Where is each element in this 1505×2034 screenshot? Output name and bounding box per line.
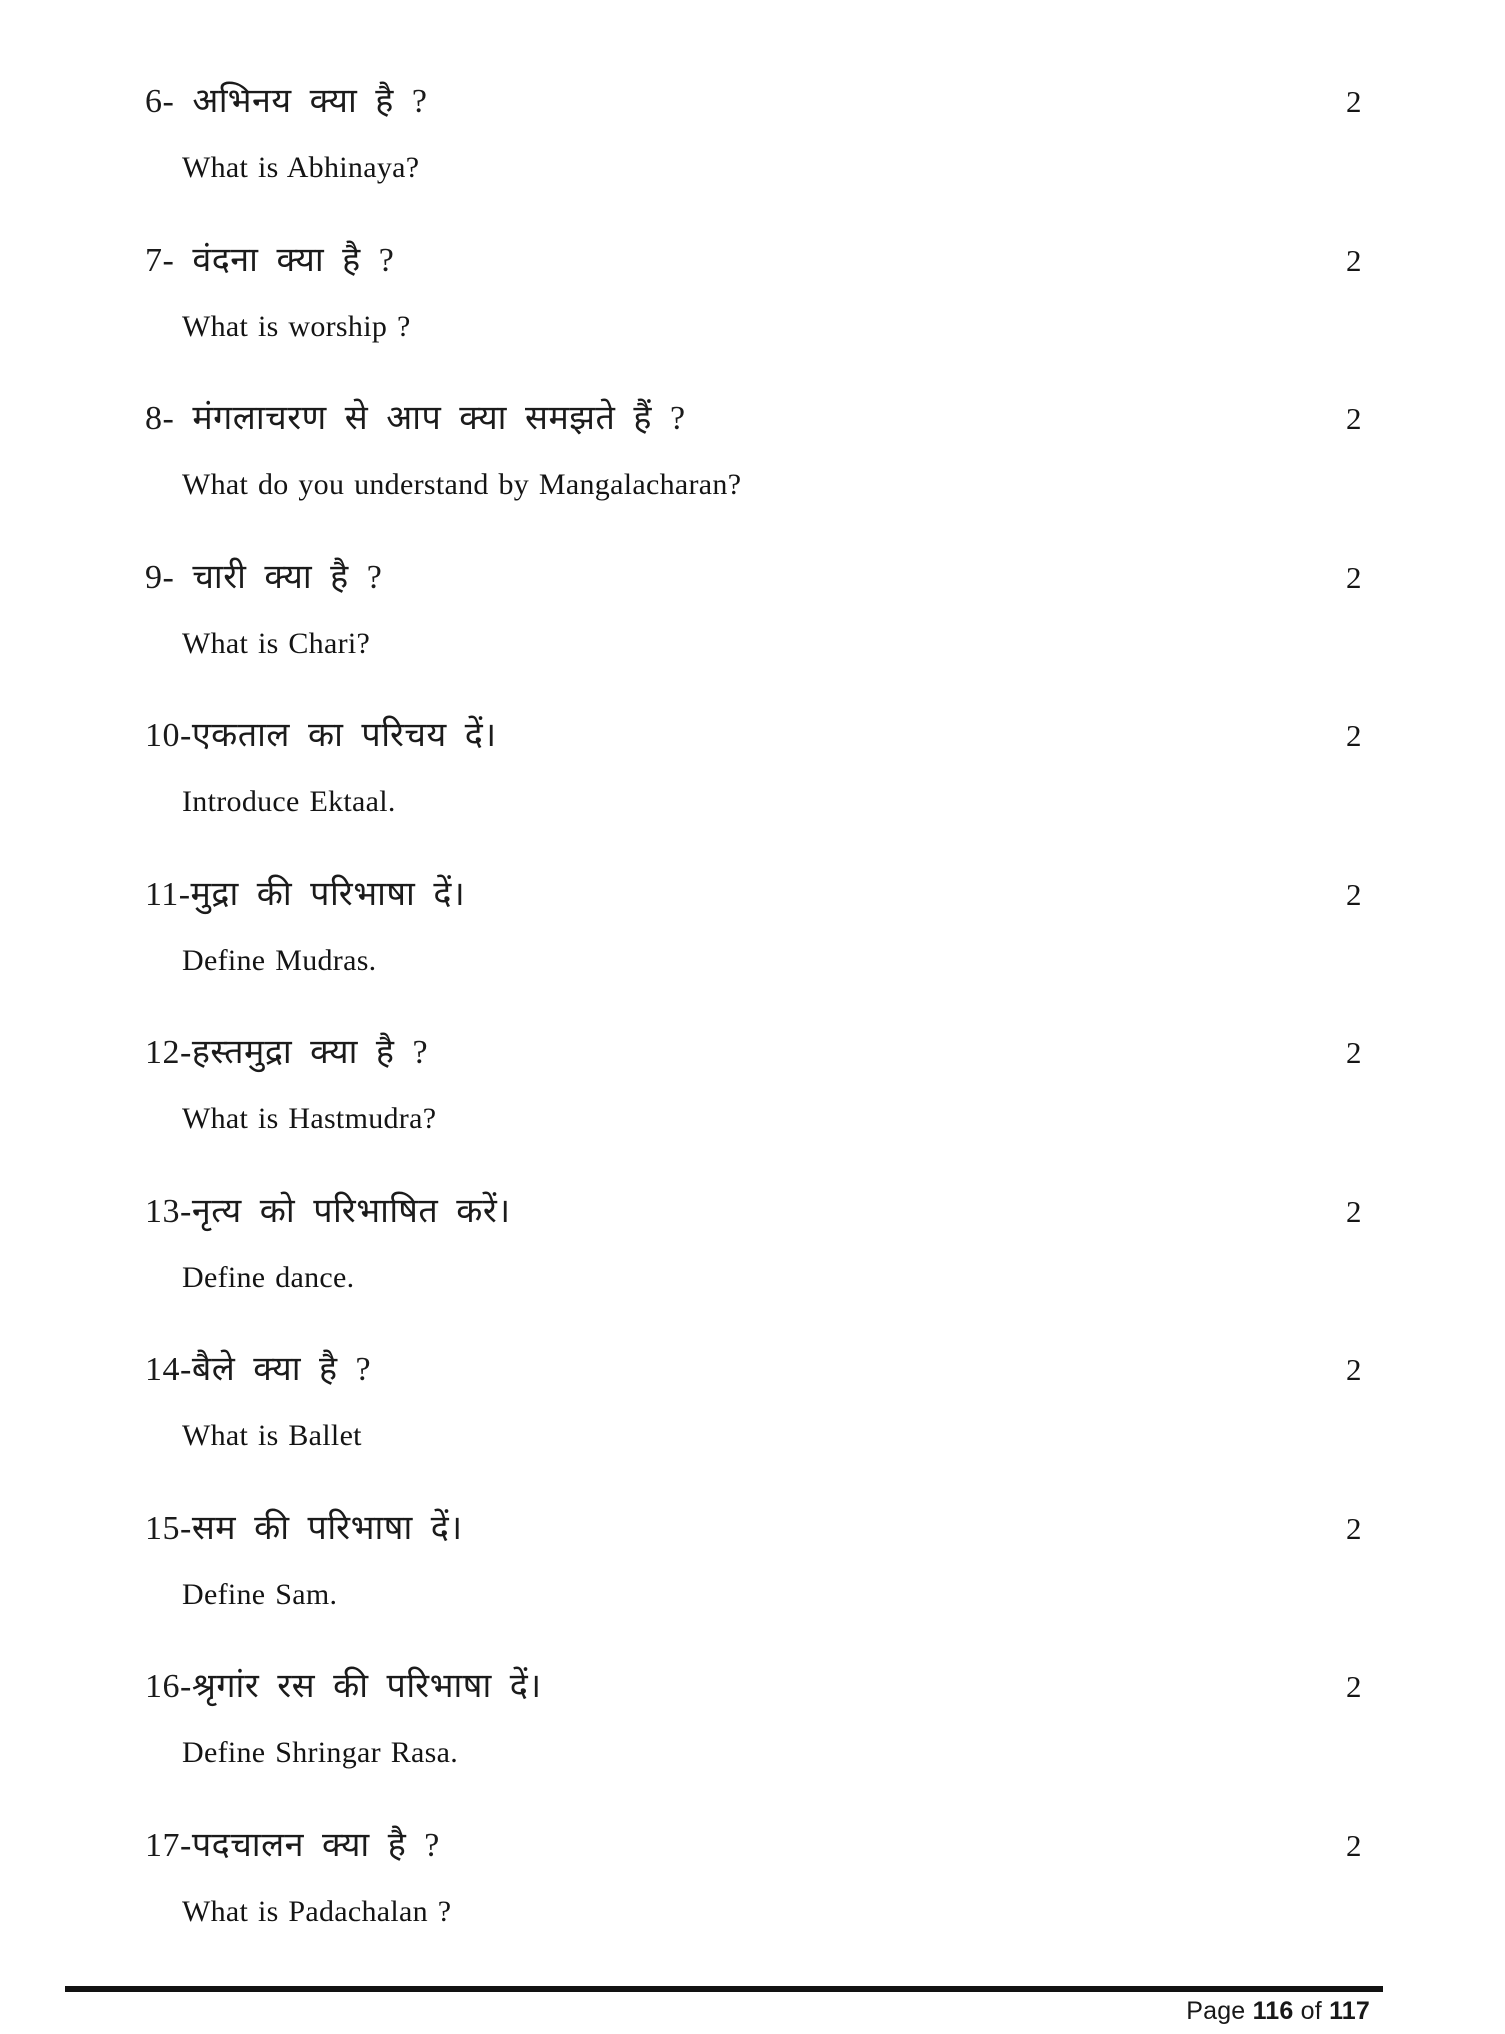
question-item — [0, 1031, 1505, 1183]
question-item — [0, 873, 1505, 1025]
question-text-hindi: 12-हस्तमुद्रा क्या है ? — [145, 1034, 429, 1071]
footer-current-page: 116 — [1252, 1997, 1294, 2025]
question-text-hindi: 14-बैले क्या है ? — [145, 1351, 372, 1388]
question-marks: 2 — [1346, 1035, 1362, 1070]
question-item — [0, 1665, 1505, 1817]
question-marks: 2 — [1346, 718, 1362, 753]
question-item — [0, 397, 1505, 549]
question-text-english: What is Padachalan ? — [182, 1895, 452, 1928]
question-marks: 2 — [1346, 243, 1362, 278]
question-text-english: What is Hastmudra? — [182, 1102, 437, 1135]
question-text-english: What is Abhinaya? — [182, 151, 420, 184]
question-text-hindi: 11-मुद्रा की परिभाषा दें। — [145, 876, 466, 913]
question-text-english: Define dance. — [182, 1261, 355, 1294]
page-footer — [0, 1997, 1370, 2026]
question-marks: 2 — [1346, 1194, 1362, 1229]
question-text-hindi: 17-पदचालन क्या है ? — [145, 1827, 440, 1864]
question-text-hindi: 15-सम की परिभाषा दें। — [145, 1510, 463, 1547]
question-marks: 2 — [1346, 1511, 1362, 1546]
question-text-hindi: 8- मंगलाचरण से आप क्या समझते हैं ? — [145, 400, 686, 437]
question-text-hindi: 16-श्रृगांर रस की परिभाषा दें। — [145, 1668, 542, 1705]
question-text-hindi: 10-एकताल का परिचय दें। — [145, 717, 497, 754]
footer-of-label: of — [1300, 1997, 1322, 2025]
question-text-english: Define Mudras. — [182, 944, 377, 977]
question-item — [0, 80, 1505, 232]
question-text-hindi: 7- वंदना क्या है ? — [145, 242, 395, 279]
question-item — [0, 714, 1505, 866]
question-item — [0, 1348, 1505, 1500]
question-text-hindi: 9- चारी क्या है ? — [145, 559, 383, 596]
question-marks: 2 — [1346, 1352, 1362, 1387]
footer-total-pages: 117 — [1329, 1997, 1370, 2025]
question-item — [0, 1824, 1505, 1976]
question-text-english: What is Chari? — [182, 627, 371, 660]
question-marks: 2 — [1346, 877, 1362, 912]
question-text-english: What is Ballet — [182, 1419, 362, 1452]
question-item — [0, 239, 1505, 391]
question-item — [0, 1190, 1505, 1342]
question-marks: 2 — [1346, 84, 1362, 119]
footer-divider — [65, 1986, 1383, 1992]
question-marks: 2 — [1346, 1828, 1362, 1863]
question-marks: 2 — [1346, 560, 1362, 595]
question-text-english: What do you understand by Mangalacharan? — [182, 468, 742, 501]
question-marks: 2 — [1346, 401, 1362, 436]
question-text-english: Introduce Ektaal. — [182, 785, 396, 818]
question-text-english: Define Shringar Rasa. — [182, 1736, 459, 1769]
footer-page-label: Page — [1186, 1997, 1246, 2025]
question-item — [0, 556, 1505, 708]
question-text-hindi: 13-नृत्य को परिभाषित करें। — [145, 1193, 511, 1230]
question-marks: 2 — [1346, 1669, 1362, 1704]
question-text-english: Define Sam. — [182, 1578, 338, 1611]
question-item — [0, 1507, 1505, 1659]
question-text-english: What is worship ? — [182, 310, 411, 343]
question-text-hindi: 6- अभिनय क्या है ? — [145, 83, 428, 120]
